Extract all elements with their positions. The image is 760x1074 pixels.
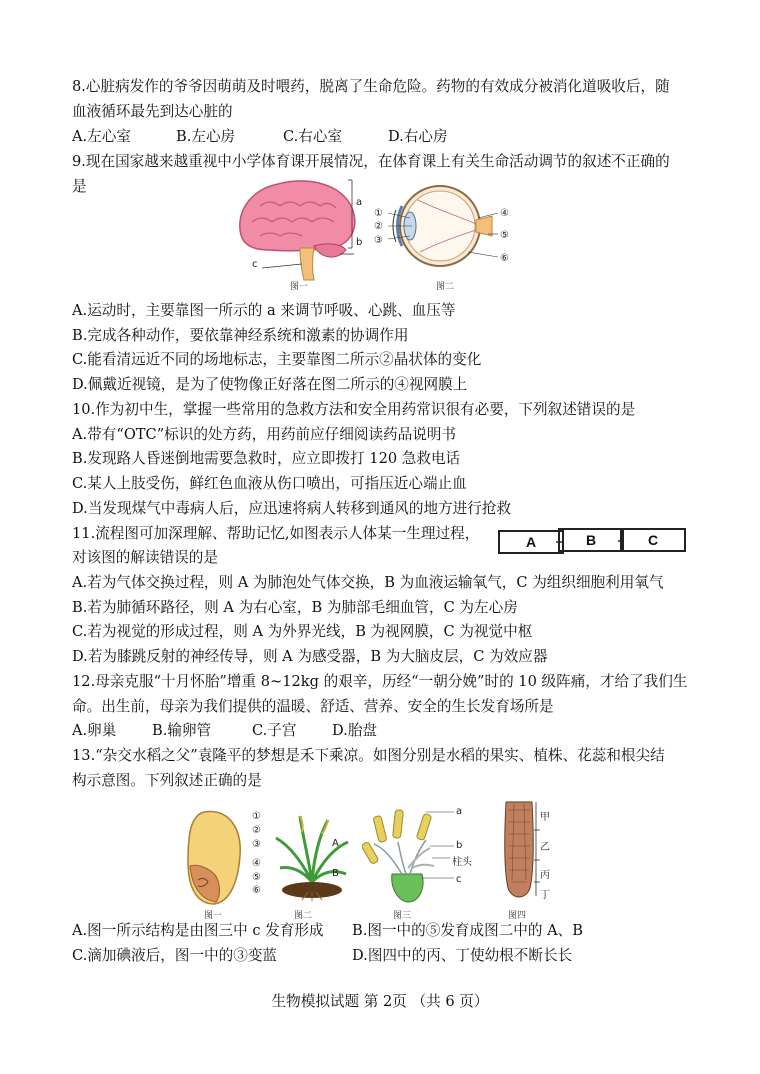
q12-option-b: B.输卵管 [152,722,212,739]
q10-stem: 10.作为初中生，掌握一些常用的急救方法和安全用药常识很有必要，下列叙述错误的是 [72,401,636,418]
q8-stem-line1: 8.心脏病发作的爷爷因萌萌及时喂药，脱离了生命危险。药物的有效成分被消化道吸收后，随 [72,78,670,95]
q13-option-c: C.滴加碘液后，图一中的③变蓝 [72,947,278,964]
flower-leader-lines [420,808,458,882]
flow-box-b: B [558,528,624,552]
q9-stem-line2: 是 [72,178,87,195]
eye-label-3: ③ [374,235,383,246]
root-label-ding: 丁 [540,890,550,901]
seed-label-3: ③ [252,839,261,850]
plant-label-b: B [332,868,339,879]
root-label-jia: 甲 [540,812,550,823]
eye-label-4: ④ [500,208,509,219]
q9-stem-line1: 9.现在国家越来越重视中小学体育课开展情况，在体育课上有关生命活动调节的叙述不正确的 [72,153,670,170]
q12-option-d: D.胎盘 [332,722,378,739]
flower-label-a: a [456,806,463,817]
q13-option-b: B.图一中的⑤发育成图二中的 A、B [352,922,583,939]
seed-label-1: ① [252,811,261,822]
seed-label-4: ④ [252,858,261,869]
flower-label-c: c [456,874,462,885]
q8-option-d: D.右心房 [388,128,448,145]
plant-label-a: A [332,838,339,849]
q8-option-c: C.右心室 [283,128,343,145]
q13-fig2-caption: 图二 [294,911,313,921]
q11-stem-line2: 对该图的解读错误的是 [72,549,218,566]
q8-option-a: A.左心室 [72,128,131,145]
seed-label-6: ⑥ [252,885,261,896]
eye-label-2: ② [374,221,383,232]
q11-option-a: A.若为气体交换过程，则 A 为肺泡处气体交换，B 为血液运输氧气，C 为组织细胞利用氧气 [72,574,664,591]
q11-stem-line1: 11.流程图可加深理解、帮助记忆,如图表示人体某一生理过程， [72,525,480,542]
q9-option-c: C.能看清远近不同的场地标志，主要靠图二所示②晶状体的变化 [72,351,482,368]
brain-figure [230,176,370,286]
root-tip-figure [496,800,546,906]
rice-plant-figure [272,812,352,904]
brain-label-a: a [356,197,363,208]
seed-label-5: ⑤ [252,872,261,883]
page-footer: 生物模拟试题 第 2页 （共 6 页） [271,993,489,1010]
eye-label-1: ① [374,208,383,219]
q10-option-c: C.某人上肢受伤，鲜红色血液从伤口喷出，可指压近心端止血 [72,475,467,492]
q13-stem-line1: 13.“杂交水稻之父”袁隆平的梦想是禾下乘凉。如图分别是水稻的果实、植株、花蕊和根尖结 [72,747,665,764]
q13-fig4-caption: 图四 [508,911,527,921]
flow-arrows [494,528,694,558]
q11-option-c: C.若为视觉的形成过程，则 A 为外界光线，B 为视网膜，C 为视觉中枢 [72,623,533,640]
brain-label-b: b [356,237,363,248]
flow-box-a: A [498,530,564,554]
q9-option-b: B.完成各种动作，要依靠神经系统和激素的协调作用 [72,327,409,344]
flower-label-stigma: 柱头 [452,857,472,868]
q10-option-d: D.当发现煤气中毒病人后，应迅速将病人转移到通风的地方进行抢救 [72,500,512,517]
q11-option-b: B.若为肺循环路径，则 A 为右心室，B 为肺部毛细血管，C 为左心房 [72,599,518,616]
flow-box-c: C [620,528,686,552]
q9-option-d: D.佩戴近视镜，是为了使物像正好落在图二所示的④视网膜上 [72,376,468,393]
seed-label-2: ② [252,825,261,836]
rice-seed-figure [180,806,260,906]
q10-option-b: B.发现路人昏迷倒地需要急救时，应立即拨打 120 急救电话 [72,450,461,467]
q11-option-d: D.若为膝跳反射的神经传导，则 A 为感受器，B 为大脑皮层，C 为效应器 [72,648,548,665]
eye-label-6: ⑥ [500,253,509,264]
q9-fig2-caption: 图二 [436,282,455,292]
q9-fig1-caption: 图一 [290,282,309,292]
q12-option-a: A.卵巢 [72,722,117,739]
q13-fig1-caption: 图一 [204,911,223,921]
q13-stem-line2: 构示意图。下列叙述正确的是 [72,772,262,789]
q13-option-d: D.图四中的丙、丁使幼根不断长长 [352,947,573,964]
q8-option-b: B.左心房 [176,128,236,145]
brain-label-c: c [252,259,258,270]
q13-fig3-caption: 图三 [393,911,412,921]
q12-stem-line2: 命。出生前，母亲为我们提供的温暖、舒适、营养、安全的生长发育场所是 [72,698,554,715]
root-label-bing: 丙 [540,870,550,881]
q12-option-c: C.子宫 [252,722,297,739]
q12-stem-line1: 12.母亲克服“十月怀胎”增重 8~12kg 的艰辛，历经“一朝分娩”时的 10 级阵痛，才给了我们生 [72,673,688,690]
eye-leader-lines [384,208,508,264]
root-label-yi: 乙 [540,842,550,853]
q10-option-a: A.带有“OTC”标识的处方药，用药前应仔细阅读药品说明书 [72,426,457,443]
flower-label-b: b [456,840,463,851]
q9-option-a: A.运动时，主要靠图一所示的 a 来调节呼吸、心跳、血压等 [72,302,456,319]
eye-label-5: ⑤ [500,230,509,241]
q13-option-a: A.图一所示结构是由图三中 c 发育形成 [72,922,324,939]
q8-stem-line2: 血液循环最先到达心脏的 [72,103,233,120]
